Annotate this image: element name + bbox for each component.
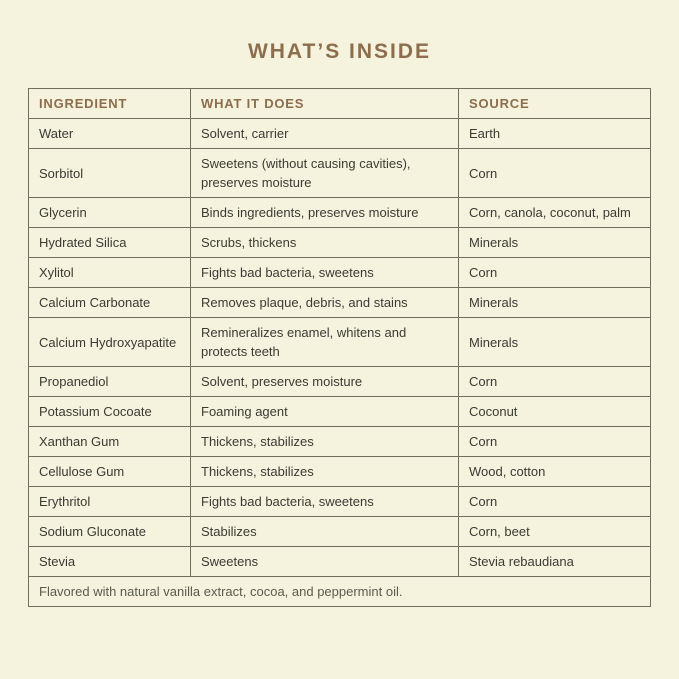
ingredients-table	[28, 88, 651, 607]
cell-source: Minerals	[459, 288, 651, 318]
table-header-row	[29, 89, 651, 119]
cell-ingredient: Potassium Cocoate	[29, 397, 191, 427]
cell-source: Stevia rebaudiana	[459, 547, 651, 577]
cell-what-it-does: Scrubs, thickens	[191, 228, 459, 258]
cell-source: Minerals	[459, 228, 651, 258]
table-row	[29, 427, 651, 457]
cell-what-it-does: Sweetens (without causing cavities), preserves moisture	[191, 149, 459, 198]
cell-ingredient: Erythritol	[29, 487, 191, 517]
cell-what-it-does: Fights bad bacteria, sweetens	[191, 487, 459, 517]
header-what-it-does: WHAT IT DOES	[191, 89, 459, 119]
header-ingredient: INGREDIENT	[29, 89, 191, 119]
cell-ingredient: Stevia	[29, 547, 191, 577]
cell-ingredient: Water	[29, 119, 191, 149]
table-row	[29, 457, 651, 487]
cell-what-it-does: Stabilizes	[191, 517, 459, 547]
table-row	[29, 119, 651, 149]
cell-what-it-does: Remineralizes enamel, whitens and protects teeth	[191, 318, 459, 367]
footer-note: Flavored with natural vanilla extract, cocoa, and peppermint oil.	[29, 577, 651, 607]
cell-what-it-does: Foaming agent	[191, 397, 459, 427]
cell-what-it-does: Solvent, carrier	[191, 119, 459, 149]
cell-what-it-does: Sweetens	[191, 547, 459, 577]
table-row	[29, 517, 651, 547]
cell-source: Minerals	[459, 318, 651, 367]
cell-ingredient: Cellulose Gum	[29, 457, 191, 487]
cell-source: Corn	[459, 487, 651, 517]
cell-ingredient: Glycerin	[29, 198, 191, 228]
page-title: WHAT’S INSIDE	[247, 40, 432, 63]
table-row	[29, 228, 651, 258]
cell-ingredient: Xanthan Gum	[29, 427, 191, 457]
cell-source: Corn	[459, 258, 651, 288]
cell-ingredient: Calcium Hydroxyapatite	[29, 318, 191, 367]
cell-source: Corn, beet	[459, 517, 651, 547]
cell-what-it-does: Binds ingredients, preserves moisture	[191, 198, 459, 228]
table-row	[29, 487, 651, 517]
table-row	[29, 318, 651, 367]
cell-source: Corn, canola, coconut, palm	[459, 198, 651, 228]
table-row	[29, 367, 651, 397]
table-row	[29, 547, 651, 577]
cell-ingredient: Calcium Carbonate	[29, 288, 191, 318]
cell-ingredient: Sorbitol	[29, 149, 191, 198]
cell-source: Earth	[459, 119, 651, 149]
table-row	[29, 198, 651, 228]
table-footer-row	[29, 577, 651, 607]
table-row	[29, 258, 651, 288]
table-row	[29, 288, 651, 318]
cell-what-it-does: Removes plaque, debris, and stains	[191, 288, 459, 318]
table-row	[29, 149, 651, 198]
cell-source: Corn	[459, 427, 651, 457]
cell-ingredient: Propanediol	[29, 367, 191, 397]
cell-source: Corn	[459, 367, 651, 397]
cell-source: Wood, cotton	[459, 457, 651, 487]
cell-what-it-does: Thickens, stabilizes	[191, 427, 459, 457]
cell-ingredient: Sodium Gluconate	[29, 517, 191, 547]
header-source: SOURCE	[459, 89, 651, 119]
cell-source: Coconut	[459, 397, 651, 427]
cell-source: Corn	[459, 149, 651, 198]
cell-what-it-does: Thickens, stabilizes	[191, 457, 459, 487]
cell-what-it-does: Fights bad bacteria, sweetens	[191, 258, 459, 288]
cell-what-it-does: Solvent, preserves moisture	[191, 367, 459, 397]
cell-ingredient: Hydrated Silica	[29, 228, 191, 258]
table-row	[29, 397, 651, 427]
cell-ingredient: Xylitol	[29, 258, 191, 288]
